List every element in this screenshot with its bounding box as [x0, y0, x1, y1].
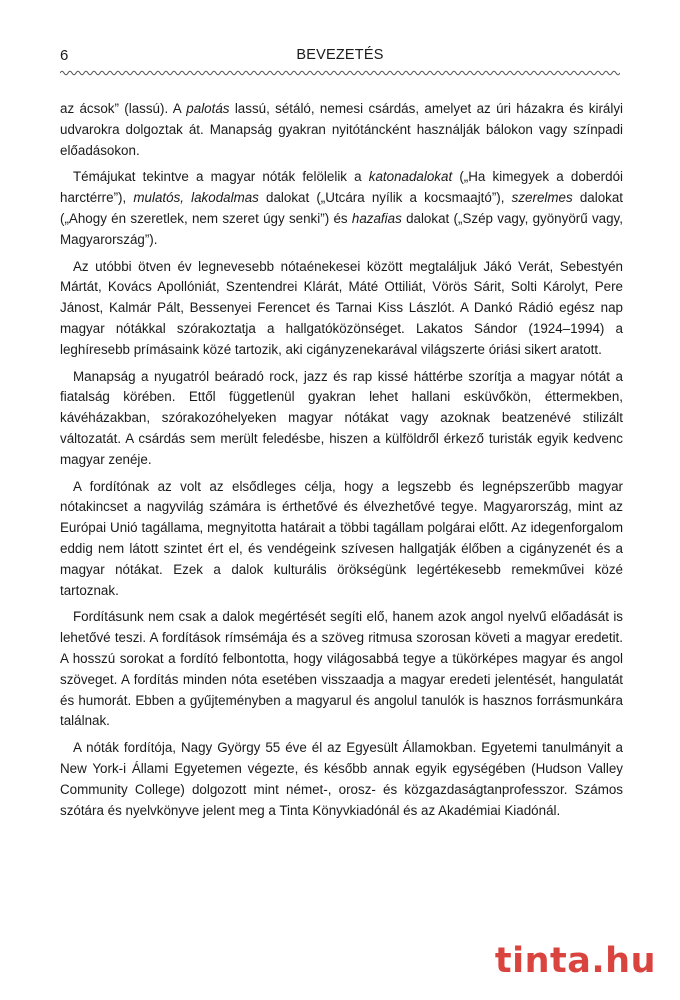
page-header — [60, 47, 620, 67]
italic-term: mulatós, lakodalmas — [133, 190, 259, 206]
text-run: lassú, sétáló, nemesi csárdás, amelyet az úri házakra és királyi udvarokra dolgoztak át. Manapság gyakran nyitótáncként használják bálokon vagy színpadi előadásokon. — [60, 101, 623, 158]
page-number: 6 — [60, 47, 69, 64]
paragraph — [60, 477, 623, 602]
text-run: dalokat („Ahogy én szeretlek, nem szeret úgy senki”) és — [60, 190, 624, 226]
watermark-logo: tinta.hu — [494, 941, 656, 981]
text-run: Fordításunk nem csak a dalok megértését segíti elő, hanem azok angol nyelvű előadását is lehetővé teszi. A fordítások rímsémája és a szöveg ritmusa szorosan követi a magyar eredetit. A hosszú sorokat a fordító felbontotta, hogy világosabbá tegye a tükörképes magyar és angol szöveget. A fordítás minden nóta esetében visszaadja a magyar eredeti jelentését, hangulatát és humorát. Ebben a gyűjteményben a magyarul és angolul tanulók is hasznos forrásmunkára találnak. — [60, 609, 623, 729]
body-text — [60, 99, 623, 827]
text-run: dalokat („Utcára nyílik a kocsmaajtó”), — [258, 190, 512, 206]
paragraph — [60, 257, 623, 361]
running-title: BEVEZETÉS — [296, 47, 384, 63]
paragraph — [60, 367, 623, 471]
text-run: dalokat („Szép vagy, gyönyörű vagy, Magyarország”). — [60, 210, 623, 247]
italic-term: hazafias — [351, 210, 402, 226]
paragraph — [60, 607, 623, 732]
paragraph — [60, 167, 623, 250]
text-run: Manapság a nyugatról beáradó rock, jazz és rap kissé háttérbe szorítja a magyar nótát a fiatalság körében. Ettől függetlenül gyakran lehet hallani esküvőkön, éttermekben, kávéházakban, szórakozóhelyeken magyar nótákat vagy azoknak beatzenévé stilizált változatát. A csárdás sem merült feledésbe, hiszen a külföldről érkező turisták egyik kedvenc magyar zenéje. — [60, 368, 623, 467]
paragraph — [60, 738, 623, 821]
wavy-rule-divider — [60, 68, 620, 78]
paragraph — [60, 99, 623, 161]
text-run: az ácsok” (lassú). A — [60, 101, 187, 116]
text-run: Témájukat tekintve a magyar nóták felölelik a — [73, 169, 369, 185]
italic-term: szerelmes — [511, 190, 573, 206]
text-run: A nóták fordítója, Nagy György 55 éve él az Egyesült Államokban. Egyetemi tanulmányit a New York-i Állami Egyetemen végezte, és később annak egyik egységében (Hudson Valley Community College) dolgozott mint német-, orosz- és közgazdaságtanprofesszor. Számos szótára és nyelvkönyve jelent meg a Tinta Könyvkiadónál és az Akadémiai Kiadónál. — [60, 740, 623, 818]
text-run: („Ha kimegyek a doberdói harctérre”), — [60, 169, 623, 206]
italic-term: katonadalokat — [368, 169, 453, 185]
text-run: Az utóbbi ötven év legnevesebb nótaénekesei között megtaláljuk Jákó Verát, Sebestyén Mártát, Kovács Apollóniát, Szentendrei Klárát, Máté Ottiliát, Vörös Sárit, Solti Károlyt, Pere Jánost, Kalmár Pált, Bessenyei Ferencet és Tarnai Kiss Lászlót. A Dankó Rádió egész nap magyar nótákkal szórakoztatja a hallgatóközönséget. Lakatos Sándor (1924–1994) a leghíresebb prímásaink közé tartozik, aki cigányzenekarával világszerte óriási sikert aratott. — [60, 258, 623, 357]
italic-term: palotás — [186, 101, 230, 116]
text-run: A fordítónak az volt az elsődleges célja, hogy a legszebb és legnépszerűbb magyar nótakincset a nagyvilág számára is érthetővé és élvezhetővé tegye. Magyarország, mint az Európai Unió tagállama, megnyitotta határait a többi tagállam polgárai előtt. Az idegenforgalom eddig nem látott szintet ért el, és vendégeink szívesen hallgatják élőben a cigányzenét és a magyar nótákat. Ezek a dalok kulturális örökségünk legértékesebb remekművei közé tartoznak. — [60, 478, 623, 598]
